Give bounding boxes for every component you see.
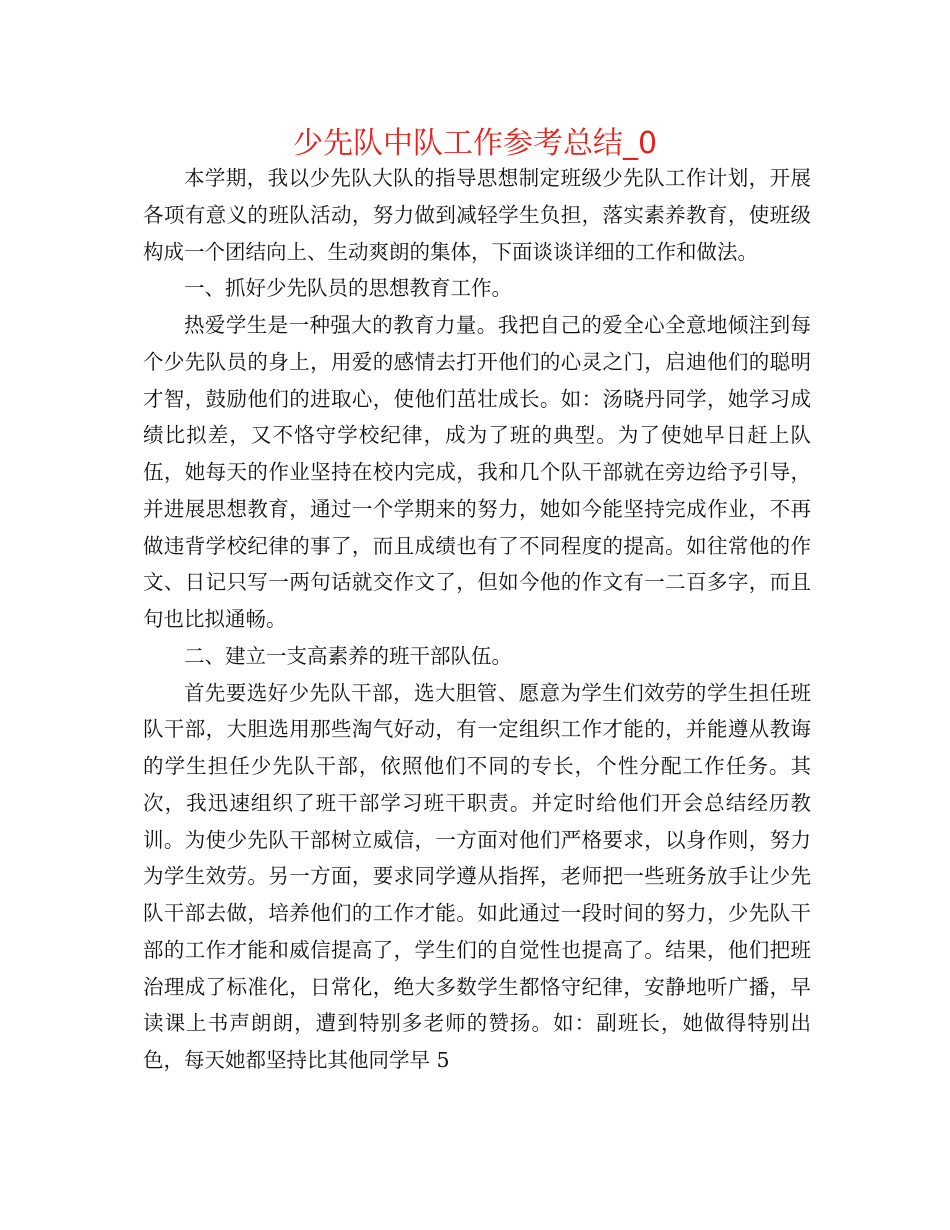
- document-title: 少先队中队工作参考总结_0: [292, 126, 658, 161]
- section-1-paragraph: 热爱学生是一种强大的教育力量。我把自己的爱全心全意地倾注到每个少先队员的身上，用爱的感情去打开他们的心灵之门，启迪他们的聪明才智，鼓励他们的进取心，使他们茁壮成长。如：汤晓丹同学，她学习成绩比拟差，又不恪守学校纪律，成为了班的典型。为了使她早日赶上队伍，她每天的作业坚持在校内完成，我和几个队干部就在旁边给予引导，并进展思想教育，通过一个学期来的努力，她如今能坚持完成作业，不再做违背学校纪律的事了，而且成绩也有了不同程度的提高。如往常他的作文、日记只写一两句话就交作文了，但如今他的作文有一二百多字，而且句也比拟通畅。: [143, 313, 811, 631]
- intro-paragraph: 本学期，我以少先队大队的指导思想制定班级少先队工作计划，开展各项有意义的班队活动，努力做到减轻学生负担，落实素养教育，使班级构成一个团结向上、生动爽朗的集体，下面谈谈详细的工作和做法。: [143, 166, 811, 264]
- section-heading-2: 二、建立一支高素养的班干部队伍。: [184, 643, 512, 668]
- section-heading-1: 一、抓好少先队员的思想教育工作。: [184, 276, 512, 301]
- section-2-paragraph: 首先要选好少先队干部，选大胆管、愿意为学生们效劳的学生担任班队干部，大胆选用那些淘气好动，有一定组织工作才能的，并能遵从教诲的学生担任少先队干部，依照他们不同的专长，个性分配工作任务。其次，我迅速组织了班干部学习班干职责。并定时给他们开会总结经历教训。为使少先队干部树立威信，一方面对他们严格要求，以身作则，努力为学生效劳。另一方面，要求同学遵从指挥，老师把一些班务放手让少先队干部去做，培养他们的工作才能。如此通过一段时间的努力，少先队干部的工作才能和威信提高了，学生们的自觉性也提高了。结果，他们把班治理成了标准化，日常化，绝大多数学生都恪守纪律，安静地听广播，早读课上书声朗朗，遭到特别多老师的赞扬。如：副班长，她做得特别出色，每天她都坚持比其他同学早 5: [143, 680, 811, 1072]
- document-body: [143, 160, 811, 1079]
